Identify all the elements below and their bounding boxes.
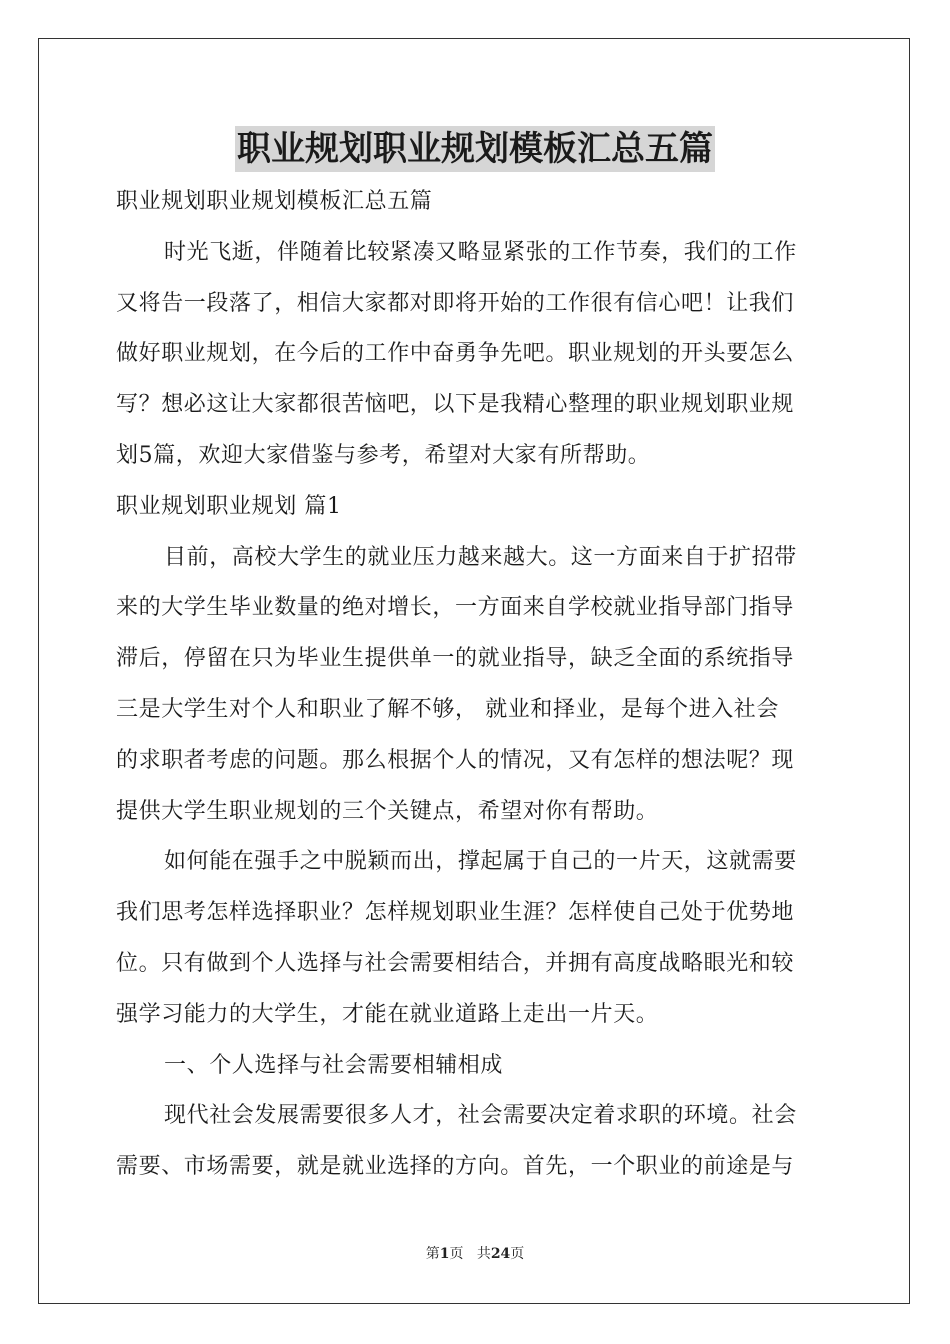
total-prefix: 共 [476, 1246, 491, 1262]
page-footer [0, 1244, 950, 1264]
document-body [116, 177, 834, 1193]
text-line: 做好职业规划，在今后的工作中奋勇争先吧。职业规划的开头要怎么 [116, 341, 795, 367]
text-line: 我们思考怎样选择职业？怎样规划职业生涯？怎样使自己处于优势地 [116, 900, 795, 926]
text-line: 强学习能力的大学生，才能在就业道路上走出一片天。 [116, 1001, 659, 1027]
text-line: 目前，高校大学生的就业压力越来越大。这一方面来自于扩招带 [164, 544, 797, 570]
text-line: 职业规划职业规划 篇1 [116, 493, 342, 519]
text-line: 滞后，停留在只为毕业生提供单一的就业指导，缺乏全面的系统指导 [116, 646, 795, 672]
text-line: 三是大学生对个人和职业了解不够， 就业和择业，是每个进入社会 [116, 696, 779, 722]
text-line: 时光飞逝，伴随着比较紧凑又略显紧张的工作节奏，我们的工作 [164, 239, 797, 265]
text-line: 的求职者考虑的问题。那么根据个人的情况，又有怎样的想法呢？现 [116, 747, 795, 773]
text-line: 位。只有做到个人选择与社会需要相结合，并拥有高度战略眼光和较 [116, 950, 795, 976]
total-suffix: 页 [510, 1246, 525, 1262]
text-line: 来的大学生毕业数量的绝对增长，一方面来自学校就业指导部门指导 [116, 595, 795, 621]
text-line: 划5篇，欢迎大家借鉴与参考，希望对大家有所帮助。 [116, 442, 651, 468]
text-line: 如何能在强手之中脱颖而出，撑起属于自己的一片天，这就需要 [164, 849, 797, 875]
text-line: 现代社会发展需要很多人才，社会需要决定着求职的环境。社会 [164, 1103, 797, 1129]
title-wrap [0, 126, 950, 172]
page-number: 1 [439, 1246, 450, 1262]
page-prefix: 第 [425, 1246, 440, 1262]
text-line: 一、个人选择与社会需要相辅相成 [164, 1052, 504, 1078]
document-title: 职业规划职业规划模板汇总五篇 [235, 126, 715, 172]
text-line: 又将告一段落了，相信大家都对即将开始的工作很有信心吧！让我们 [116, 290, 795, 316]
text-line: 需要、市场需要，就是就业选择的方向。首先，一个职业的前途是与 [116, 1154, 795, 1180]
text-line: 职业规划职业规划模板汇总五篇 [116, 189, 433, 214]
text-line: 写？想必这让大家都很苦恼吧，以下是我精心整理的职业规划职业规 [116, 392, 795, 418]
text-line: 提供大学生职业规划的三个关键点，希望对你有帮助。 [116, 798, 659, 824]
total-pages: 24 [490, 1246, 511, 1262]
page-suffix: 页 [449, 1246, 464, 1262]
